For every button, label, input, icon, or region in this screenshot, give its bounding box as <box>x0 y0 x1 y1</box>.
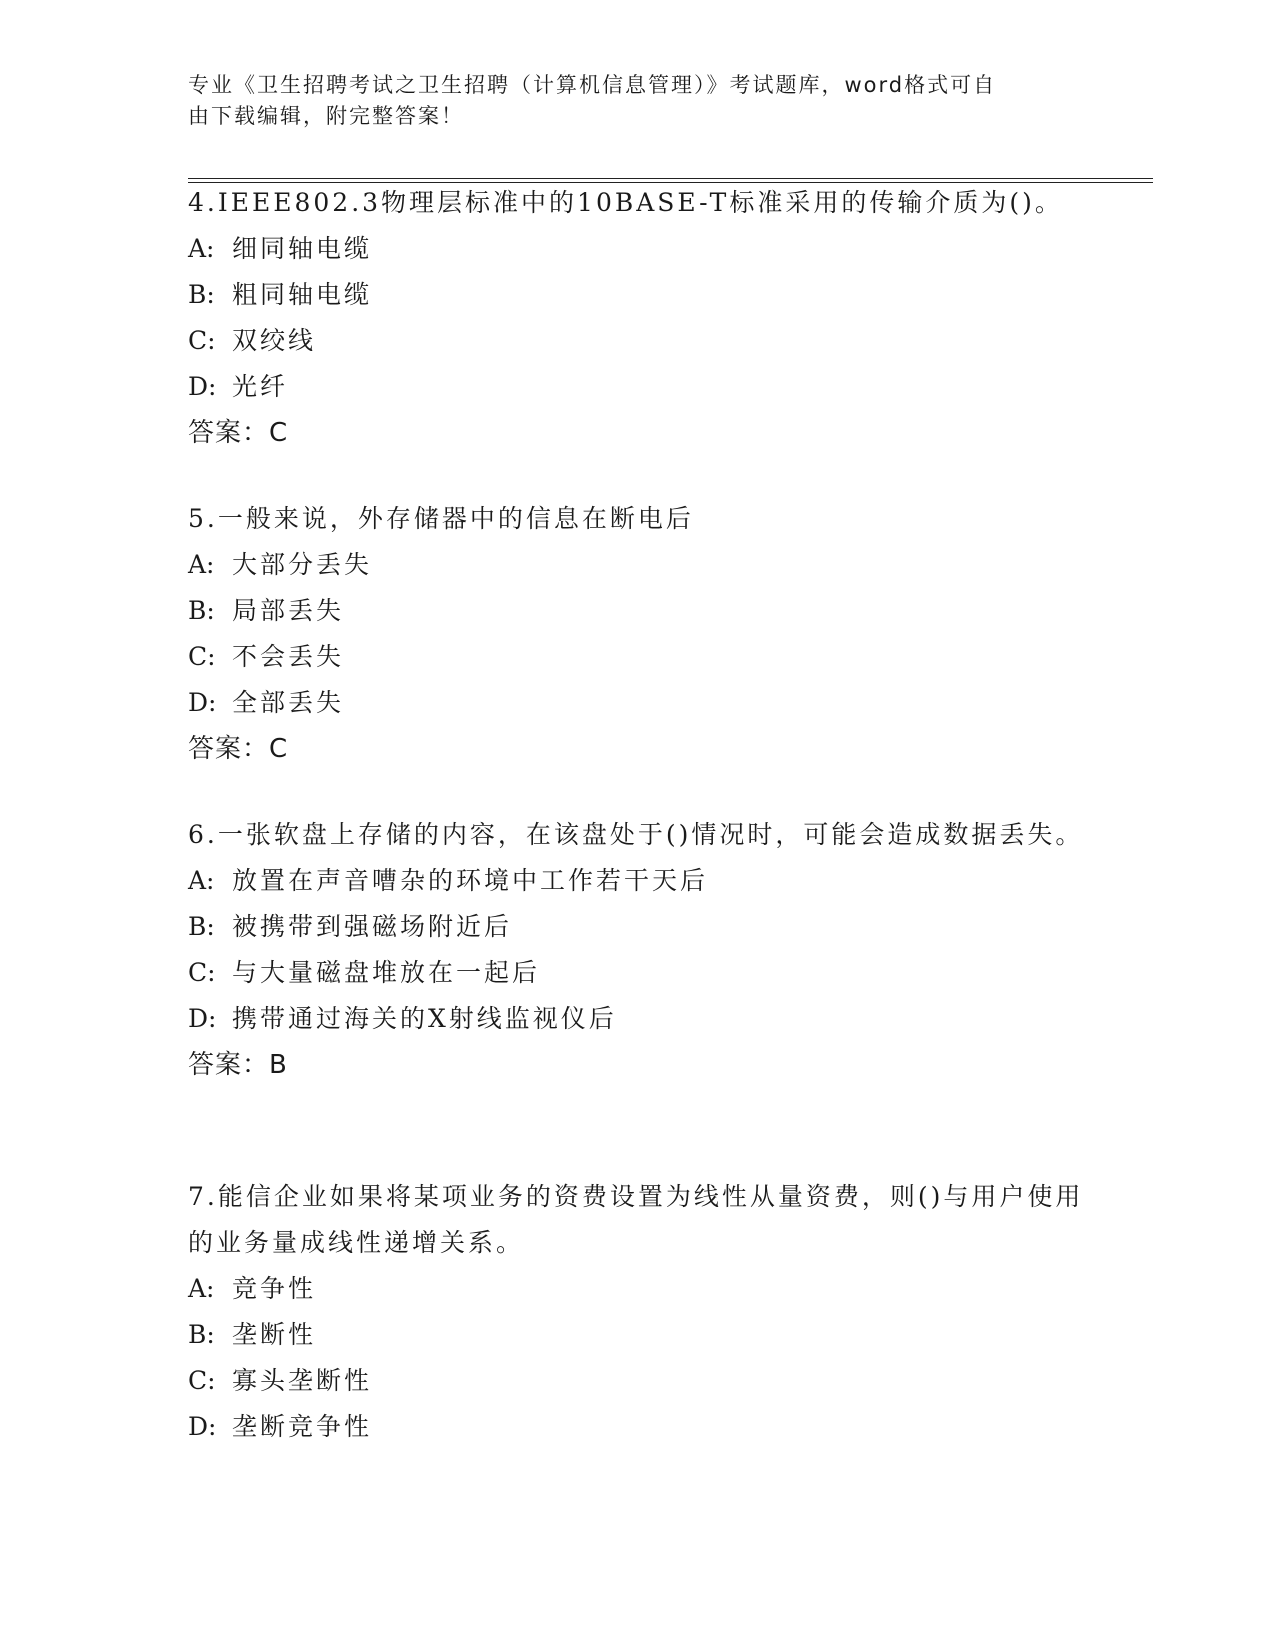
answer-line: 答案：B <box>188 1050 288 1080</box>
option-text: 光纤 <box>232 372 289 401</box>
option-letter: C: <box>188 958 216 987</box>
option-text: 垄断性 <box>232 1320 317 1349</box>
option-letter: B: <box>188 596 215 625</box>
option-text: 放置在声音嘈杂的环境中工作若干天后 <box>232 866 709 895</box>
question-text: 5.一般来说，外存储器中的信息在断电后 <box>188 504 694 533</box>
option-d <box>188 364 1088 410</box>
question-text: 6.一张软盘上存储的内容，在该盘处于()情况时，可能会造成数据丢失。 <box>188 820 1084 849</box>
header-line-2: 由下载编辑，附完整答案！ <box>188 104 464 128</box>
option-letter: A: <box>188 234 215 263</box>
option-letter: B: <box>188 280 215 309</box>
header-line-1: 专业《卫生招聘考试之卫生招聘（计算机信息管理）》考试题库，word格式可自 <box>188 73 997 97</box>
question-text: 4.IEEE802.3物理层标准中的10BASE-T标准采用的传输介质为()。 <box>188 188 1063 217</box>
option-letter: C: <box>188 326 216 355</box>
option-a <box>188 1266 1088 1312</box>
option-letter: D: <box>188 688 217 717</box>
option-letter: D: <box>188 1004 217 1033</box>
question-7 <box>188 1174 1088 1450</box>
answer-line: 答案：C <box>188 418 289 448</box>
option-text: 竞争性 <box>232 1274 317 1303</box>
option-letter: B: <box>188 1320 215 1349</box>
document-header <box>188 70 1088 132</box>
option-letter: A: <box>188 550 215 579</box>
option-text: 垄断竞争性 <box>232 1412 373 1441</box>
option-letter: B: <box>188 912 215 941</box>
option-c <box>188 318 1088 364</box>
option-a <box>188 542 1088 588</box>
option-text: 携带通过海关的X射线监视仪后 <box>232 1004 617 1033</box>
option-letter: C: <box>188 1366 216 1395</box>
option-d <box>188 680 1088 726</box>
option-c <box>188 950 1088 996</box>
option-letter: D: <box>188 372 217 401</box>
option-text: 寡头垄断性 <box>232 1366 373 1395</box>
option-a <box>188 858 1088 904</box>
option-text: 大部分丢失 <box>232 550 373 579</box>
option-text: 双绞线 <box>232 326 317 355</box>
option-text: 粗同轴电缆 <box>232 280 373 309</box>
option-text: 细同轴电缆 <box>232 234 373 263</box>
option-text: 局部丢失 <box>232 596 345 625</box>
question-text: 7.能信企业如果将某项业务的资费设置为线性从量资费，则()与用户使用的业务量成线性递增关系。 <box>188 1182 1084 1257</box>
option-text: 全部丢失 <box>232 688 345 717</box>
option-text: 不会丢失 <box>232 642 345 671</box>
option-letter: C: <box>188 642 216 671</box>
option-b <box>188 1312 1088 1358</box>
option-d <box>188 1404 1088 1450</box>
answer-line: 答案：C <box>188 734 289 764</box>
option-a <box>188 226 1088 272</box>
option-letter: D: <box>188 1412 217 1441</box>
option-c <box>188 1358 1088 1404</box>
option-letter: A: <box>188 1274 215 1303</box>
option-b <box>188 904 1088 950</box>
option-letter: A: <box>188 866 215 895</box>
option-text: 与大量磁盘堆放在一起后 <box>232 958 541 987</box>
option-text: 被携带到强磁场附近后 <box>232 912 513 941</box>
option-b <box>188 272 1088 318</box>
question-4 <box>188 180 1088 456</box>
question-6 <box>188 812 1088 1088</box>
option-d <box>188 996 1088 1042</box>
question-5 <box>188 496 1088 772</box>
option-b <box>188 588 1088 634</box>
option-c <box>188 634 1088 680</box>
